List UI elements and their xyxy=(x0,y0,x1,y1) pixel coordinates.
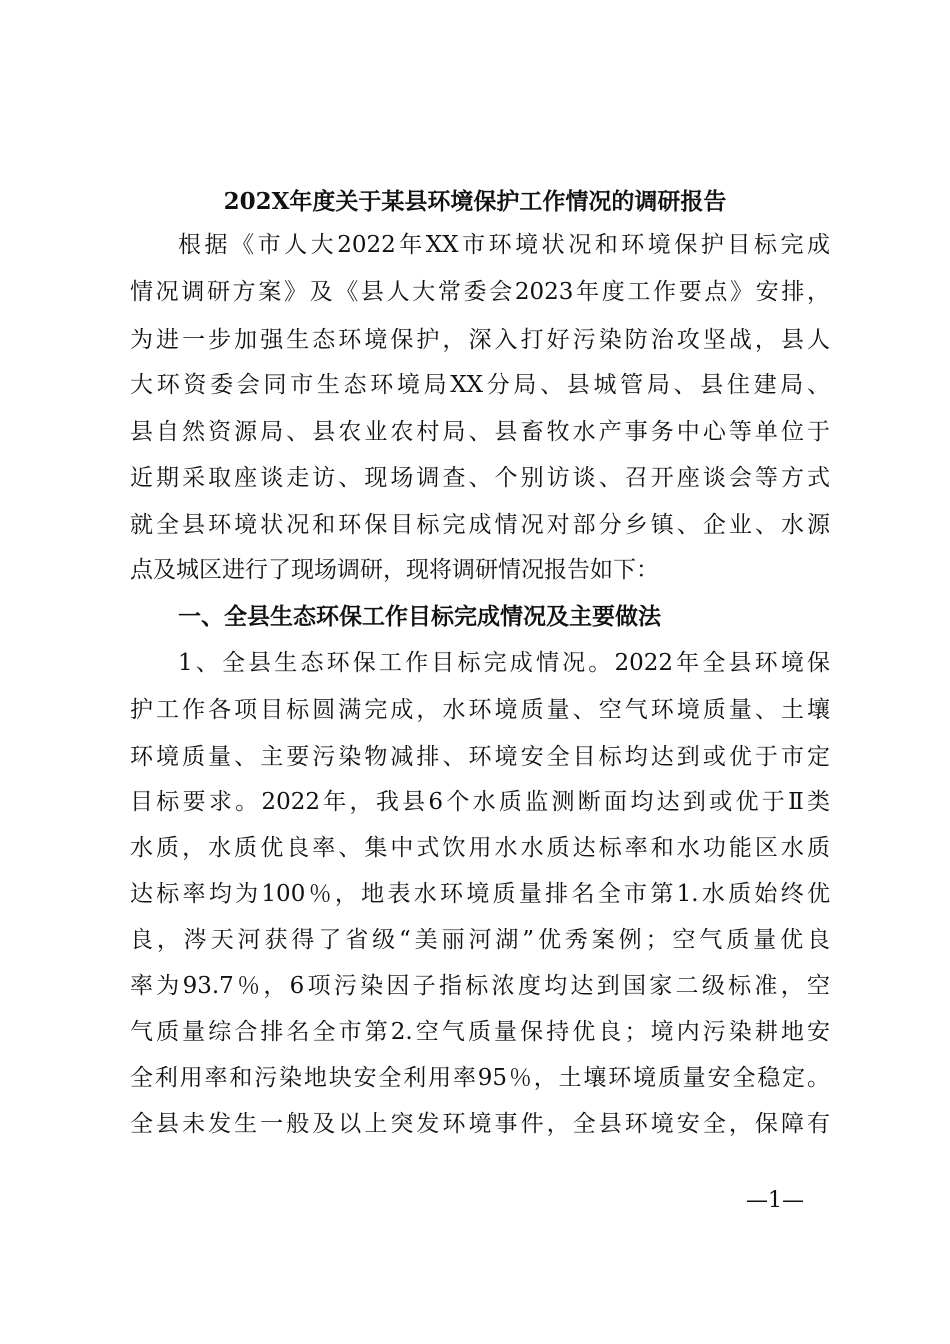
body-line: 目标要求。2022年，我县6个水质监测断面均达到或优于Ⅱ类 xyxy=(130,789,830,815)
intro-line: 点及城区进行了现场调研，现将调研情况报告如下： xyxy=(130,557,659,583)
document-title: 202X年度关于某县环境保护工作情况的调研报告 xyxy=(223,188,727,215)
body-line: 率为93.7％，6项污染因子指标浓度均达到国家二级标准，空 xyxy=(130,973,830,999)
body-line: 护工作各项目标圆满完成，水环境质量、空气环境质量、土壤 xyxy=(130,697,830,723)
body-line: 水质，水质优良率、集中式饮用水水质达标率和水功能区水质 xyxy=(130,835,830,861)
page-number: —1— xyxy=(746,1188,804,1213)
body-line: 1、全县生态环保工作目标完成情况。2022年全县环境保 xyxy=(178,650,830,676)
intro-line: 近期采取座谈走访、现场调查、个别访谈、召开座谈会等方式 xyxy=(130,465,830,491)
intro-line: 情况调研方案》及《县人大常委会2023年度工作要点》安排， xyxy=(130,279,830,305)
body-line: 良，涔天河获得了省级“美丽河湖”优秀案例；空气质量优良 xyxy=(130,927,830,953)
body-line: 环境质量、主要污染物减排、环境安全目标均达到或优于市定 xyxy=(130,744,830,770)
intro-line: 根据《市人大2022年XX市环境状况和环境保护目标完成 xyxy=(178,232,830,258)
body-line: 达标率均为100％，地表水环境质量排名全市第1.水质始终优 xyxy=(130,881,830,907)
section-heading: 一、全县生态环保工作目标完成情况及主要做法 xyxy=(178,604,661,630)
body-line: 全利用率和污染地块安全利用率95％，土壤环境质量安全稳定。 xyxy=(130,1065,830,1091)
intro-line: 为进一步加强生态环境保护，深入打好污染防治攻坚战，县人 xyxy=(130,327,830,353)
intro-line: 就全县环境状况和环保目标完成情况对部分乡镇、企业、水源 xyxy=(130,512,830,538)
intro-line: 县自然资源局、县农业农村局、县畜牧水产事务中心等单位于 xyxy=(130,419,830,445)
intro-line: 大环资委会同市生态环境局XX分局、县城管局、县住建局、 xyxy=(130,372,830,398)
body-line: 全县未发生一般及以上突发环境事件，全县环境安全，保障有 xyxy=(130,1111,830,1137)
body-line: 气质量综合排名全市第2.空气质量保持优良；境内污染耕地安 xyxy=(130,1019,830,1045)
